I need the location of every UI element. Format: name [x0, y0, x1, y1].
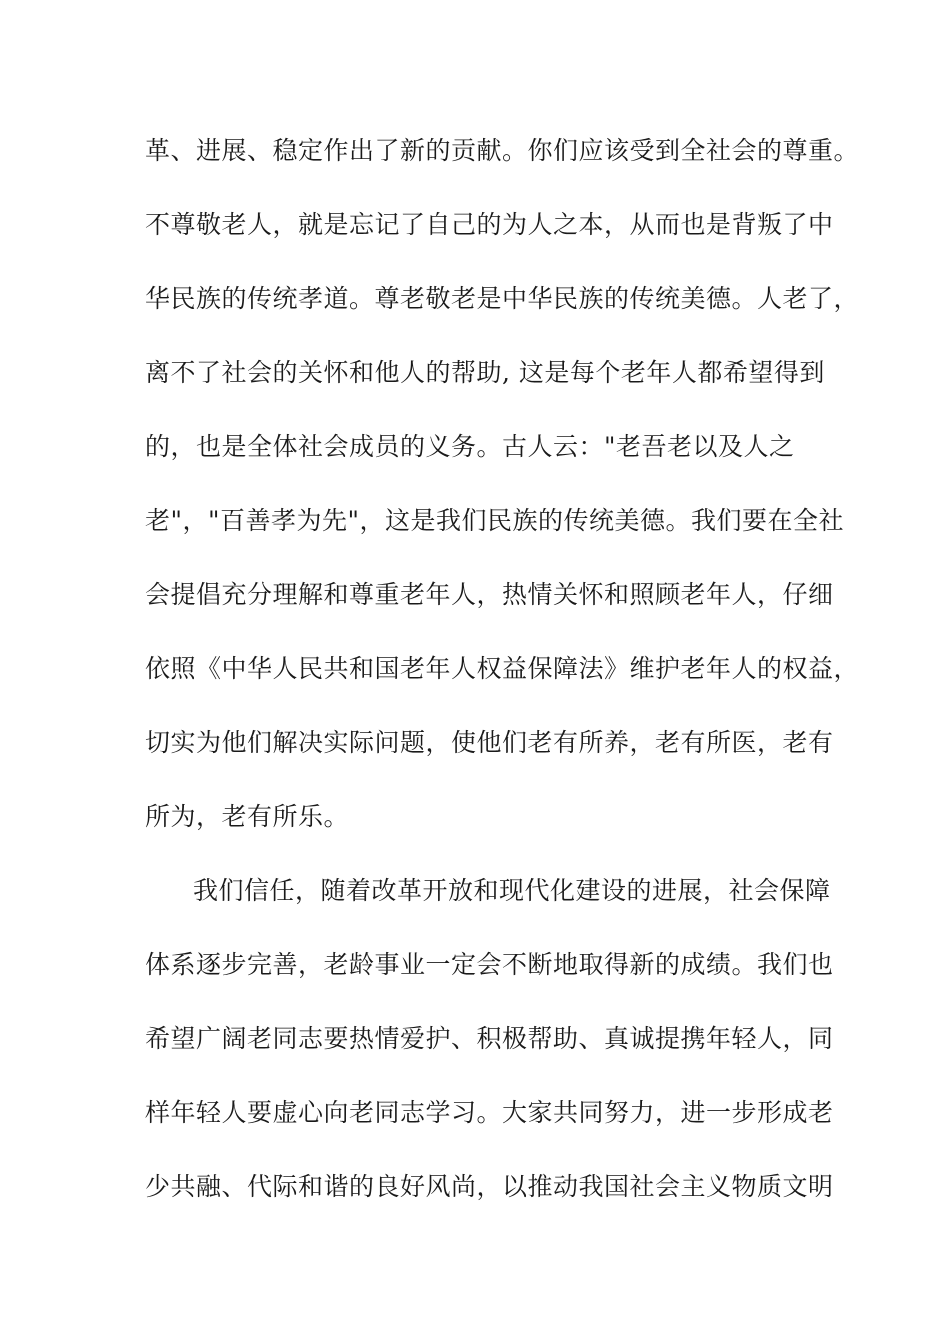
paragraph-line: 革、进展、稳定作出了新的贡献。你们应该受到全社会的尊重。 — [145, 136, 860, 165]
paragraph-line: 样年轻人要虚心向老同志学习。大家共同努力，进一步形成老 — [145, 1098, 834, 1127]
paragraph-line: 老"，"百善孝为先"，这是我们民族的传统美德。我们要在全社 — [145, 506, 844, 535]
paragraph-line: 离不了社会的关怀和他人的帮助, 这是每个老年人都希望得到 — [145, 358, 825, 387]
paragraph-line: 依照《中华人民共和国老年人权益保障法》维护老年人的权益， — [145, 654, 860, 683]
paragraph-line: 希望广阔老同志要热情爱护、积极帮助、真诚提携年轻人，同 — [145, 1024, 834, 1053]
paragraph-line: 会提倡充分理解和尊重老年人，热情关怀和照顾老年人，仔细 — [145, 580, 834, 609]
paragraph-line: 的，也是全体社会成员的义务。古人云："老吾老以及人之 — [145, 432, 795, 461]
paragraph-line: 切实为他们解决实际问题，使他们老有所养，老有所医，老有 — [145, 728, 834, 757]
paragraph-line: 体系逐步完善，老龄事业一定会不断地取得新的成绩。我们也 — [145, 950, 834, 979]
paragraph-line: 少共融、代际和谐的良好风尚，以推动我国社会主义物质文明 — [145, 1172, 834, 1201]
paragraph-first-line: 我们信任，随着改革开放和现代化建设的进展，社会保障 — [193, 876, 831, 905]
paragraph-line: 不尊敬老人，就是忘记了自己的为人之本，从而也是背叛了中 — [145, 210, 834, 239]
paragraph-line: 华民族的传统孝道。尊老敬老是中华民族的传统美德。人老了， — [145, 284, 860, 313]
paragraph-line: 所为，老有所乐。 — [145, 802, 350, 831]
